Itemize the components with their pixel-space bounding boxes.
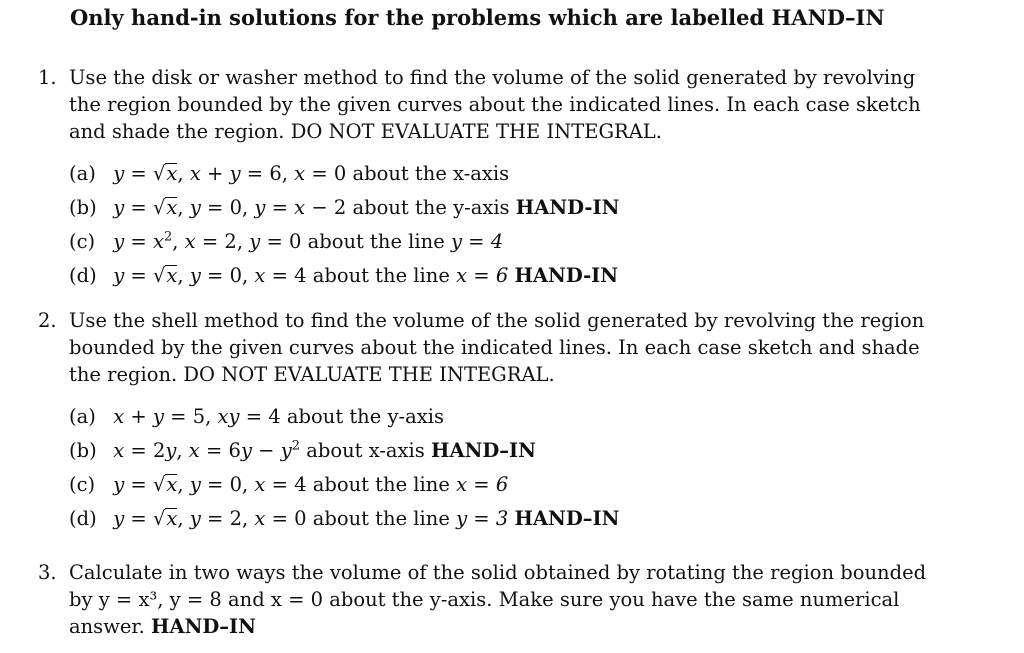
subproblem-1d: (d) y = √x, y = 0, x = 4 about the line x = 6 HAND-IN xyxy=(69,264,619,287)
problem-number: 3. xyxy=(38,561,57,584)
problem-text xyxy=(69,64,921,145)
subproblem-2b: (b) x = 2y, $x = 6y - y^2$ about x-axis HAND–IN xyxy=(69,438,536,462)
subproblem-2a: (a) x + y = 5, xy = 4 about the y-axis xyxy=(69,405,444,428)
hand-in-tag: HAND-IN xyxy=(515,196,620,219)
problem-number: 2. xyxy=(38,309,57,332)
text-line: the region. DO NOT EVALUATE THE INTEGRAL. xyxy=(69,363,555,386)
subproblem-1c: (c) $y = x^2$, x = 2, y = 0 about the line y = 4 xyxy=(69,229,504,253)
problem-2 xyxy=(38,307,925,536)
hand-in-tag: HAND-IN xyxy=(514,264,619,287)
subproblem-2c: (c) y = √x, y = 0, x = 4 about the line x = 6 xyxy=(69,473,509,496)
hand-in-tag: HAND–IN xyxy=(514,507,620,530)
problem-3 xyxy=(38,559,927,640)
subproblem-2d: (d) y = √x, y = 2, x = 0 about the line y = 3 HAND–IN xyxy=(69,507,620,530)
text-line: by y = x³, y = 8 and x = 0 about the y-axis. Make sure you have the same numerical xyxy=(69,588,900,611)
subproblem-1a: (a) y = √x, x + y = 6, x = 0 about the x-axis xyxy=(69,162,510,185)
text-line: answer. HAND–IN xyxy=(69,615,256,638)
problem-text xyxy=(69,559,927,640)
text-line: bounded by the given curves about the indicated lines. In each case sketch and shade xyxy=(69,336,920,359)
subproblem-1b: (b) y = √x, y = 0, y = x − 2 about the y-axis HAND-IN xyxy=(69,196,620,219)
page-header: Only hand-in solutions for the problems which are labelled HAND–IN xyxy=(70,5,885,30)
text-line: the region bounded by the given curves about the indicated lines. In each case sketch xyxy=(69,93,921,116)
hand-in-tag: HAND–IN xyxy=(151,615,256,638)
problem-1 xyxy=(38,64,921,293)
text-line: Use the disk or washer method to find the volume of the solid generated by revolving xyxy=(69,66,916,89)
subproblem-list xyxy=(69,157,918,293)
problem-number: 1. xyxy=(38,66,57,89)
hand-in-tag: HAND–IN xyxy=(431,439,536,462)
text-line: Use the shell method to find the volume of the solid generated by revolving the region xyxy=(69,309,925,332)
text-line: Calculate in two ways the volume of the solid obtained by rotating the region bounded xyxy=(69,561,927,584)
problem-text xyxy=(69,307,925,388)
subproblem-list xyxy=(69,400,918,536)
text-line: and shade the region. DO NOT EVALUATE THE INTEGRAL. xyxy=(69,120,662,143)
